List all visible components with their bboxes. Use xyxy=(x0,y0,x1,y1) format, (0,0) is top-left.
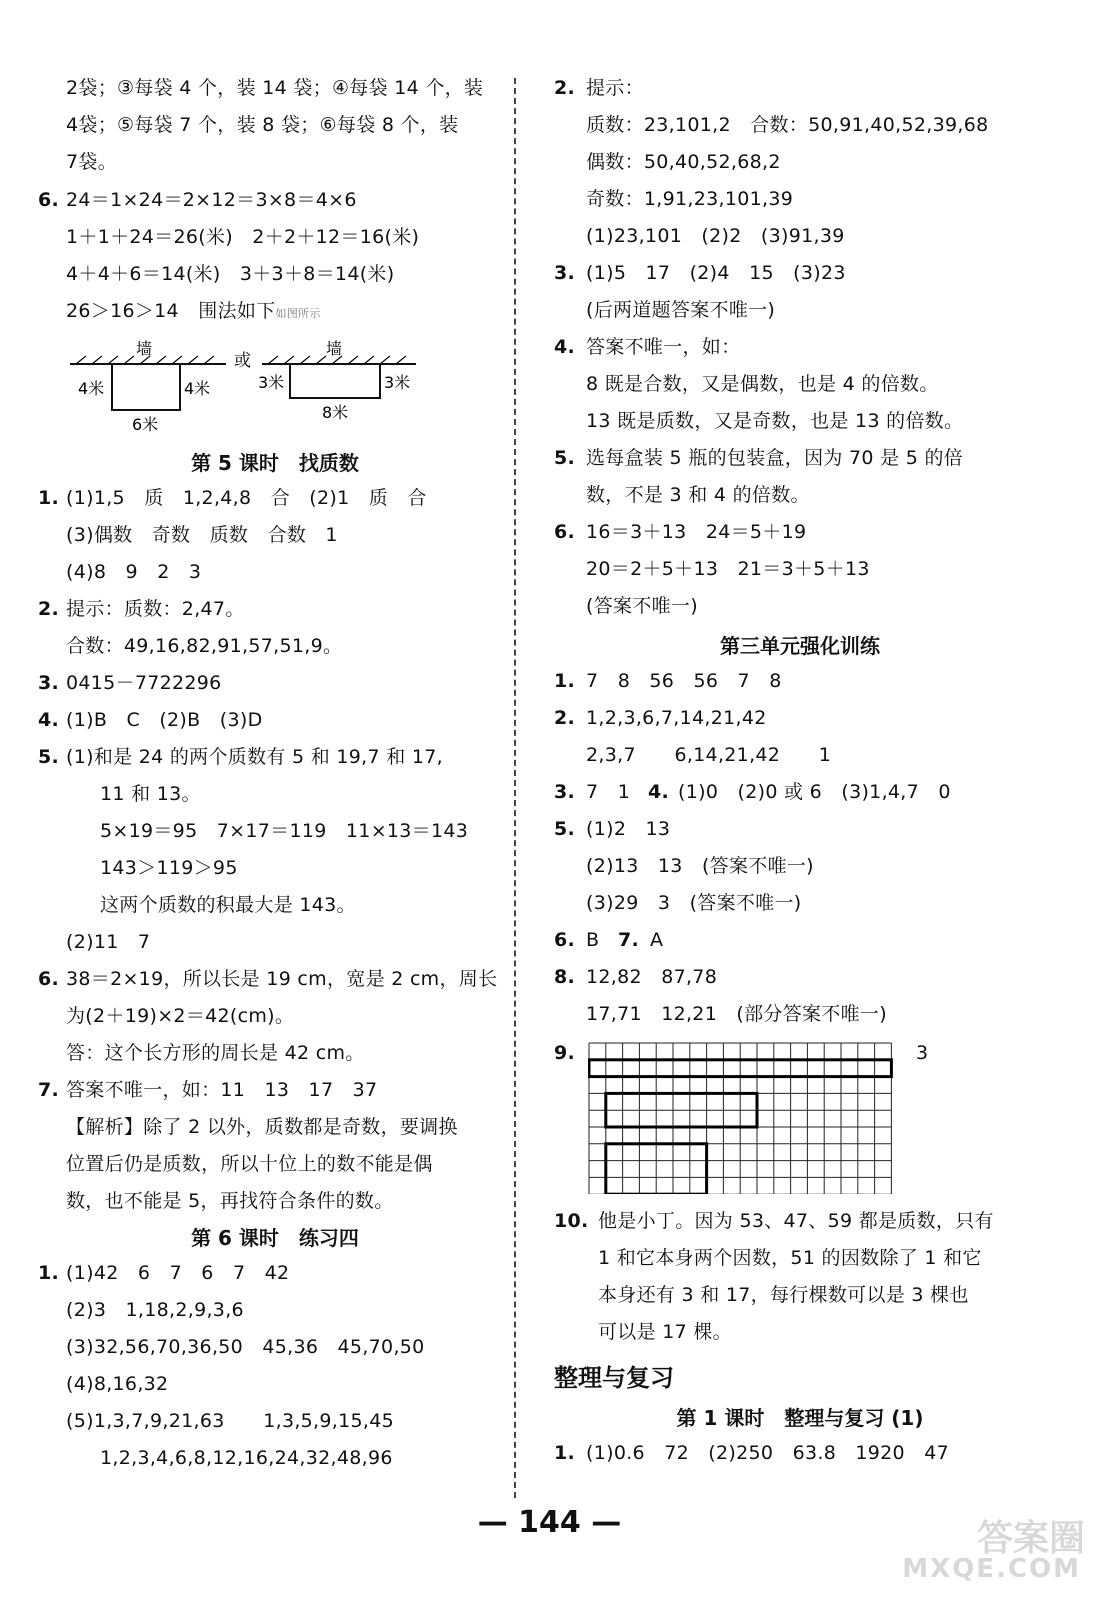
question-number: 5. xyxy=(38,746,60,768)
question-number: 2. xyxy=(554,77,576,99)
text-line: (4)8,16,32 xyxy=(66,1373,169,1395)
section-heading: 第 6 课时 练习四 xyxy=(191,1226,359,1250)
question-number: 6. xyxy=(554,521,576,543)
question-number: 3. xyxy=(554,262,576,284)
question-number: 2. xyxy=(38,598,60,620)
text-line: 3 xyxy=(916,1042,929,1064)
text-line: (5)1,3,7,9,21,63 1,3,5,9,15,45 xyxy=(66,1410,395,1432)
text-line: 答案不唯一，如： xyxy=(586,336,741,358)
text-line: 8 既是合数，又是偶数，也是 4 的倍数。 xyxy=(586,373,939,395)
text-line: (1)0.6 72 (2)250 63.8 1920 47 xyxy=(586,1442,950,1464)
text-line: 答案不唯一，如：11 13 17 37 xyxy=(66,1079,378,1101)
side-label: 8米 xyxy=(322,403,349,422)
fence-diagram xyxy=(66,336,426,436)
question-number: 10. xyxy=(554,1210,589,1232)
text-line: (2)13 13 (答案不唯一) xyxy=(586,855,814,877)
grid-diagram xyxy=(588,1042,898,1194)
text-line: 12,82 87,78 xyxy=(586,966,718,988)
text-line: (1)42 6 7 6 7 42 xyxy=(66,1262,290,1284)
section-heading: 第三单元强化训练 xyxy=(720,634,880,658)
text-line: 38＝2×19，所以长是 19 cm，宽是 2 cm，周长 xyxy=(66,968,498,990)
text-line: 选每盒装 5 瓶的包装盒，因为 70 是 5 的倍 xyxy=(586,447,964,469)
fence-rect-1 xyxy=(112,364,180,410)
text-line: (3)29 3 (答案不唯一) xyxy=(586,892,802,914)
text-fragment: 26＞16＞14 围法如下 xyxy=(66,300,276,322)
question-number: 2. xyxy=(554,707,576,729)
text-line: 数，也不能是 5，再找符合条件的数。 xyxy=(66,1190,394,1212)
side-label: 4米 xyxy=(78,379,105,398)
text-line: (1)2 13 xyxy=(586,818,671,840)
text-line: 答：这个长方形的周长是 42 cm。 xyxy=(66,1042,365,1064)
text-line: 1,2,3,6,7,14,21,42 xyxy=(586,707,767,729)
text-line: 本身还有 3 和 17，每行棵数可以是 3 棵也 xyxy=(598,1284,969,1306)
text-line: B xyxy=(586,929,600,951)
question-number: 1. xyxy=(554,1442,576,1464)
text-line: (答案不唯一) xyxy=(586,595,698,617)
text-line: 20＝2＋5＋13 21＝3＋5＋13 xyxy=(586,558,870,580)
question-number: 4. xyxy=(648,781,670,803)
text-line: 0415－7722296 xyxy=(66,672,222,694)
question-number: 5. xyxy=(554,447,576,469)
question-number: 1. xyxy=(38,1262,60,1284)
text-line: A xyxy=(650,929,664,951)
text-line: 2袋；③每袋 4 个，装 14 袋；④每袋 14 个，装 xyxy=(66,77,484,99)
fence-rect-2 xyxy=(290,364,380,398)
text-line: (1)1,5 质 1,2,4,8 合 (2)1 质 合 xyxy=(66,487,427,509)
question-number: 9. xyxy=(554,1042,576,1064)
question-number: 4. xyxy=(38,709,60,731)
text-line: 【解析】除了 2 以外，质数都是奇数，要调换 xyxy=(66,1116,458,1138)
text-line: 4袋；⑤每袋 7 个，装 8 袋；⑥每袋 8 个，装 xyxy=(66,114,459,136)
side-label: 3米 xyxy=(384,373,411,392)
text-line: 偶数：50,40,52,68,2 xyxy=(586,151,781,173)
text-line: 这两个质数的积最大是 143。 xyxy=(100,894,356,916)
text-line: 提示： xyxy=(586,77,644,99)
question-number: 8. xyxy=(554,966,576,988)
text-line: 2,3,7 6,14,21,42 1 xyxy=(586,744,832,766)
question-number: 1. xyxy=(554,670,576,692)
text-line: 7 8 56 56 7 8 xyxy=(586,670,782,692)
or-label: 或 xyxy=(234,351,251,371)
text-line: 1＋1＋24＝26(米) 2＋2＋12＝16(米) xyxy=(66,226,420,248)
text-line: (1)23,101 (2)2 (3)91,39 xyxy=(586,225,845,247)
text-line: (3)偶数 奇数 质数 合数 1 xyxy=(66,524,338,546)
text-line: 4＋4＋6＝14(米) 3＋3＋8＝14(米) xyxy=(66,263,395,285)
watermark-logo: 答案圈 xyxy=(976,1518,1085,1559)
section-heading: 第 1 课时 整理与复习 (1) xyxy=(676,1406,924,1430)
text-line: 17,71 12,21 (部分答案不唯一) xyxy=(586,1003,887,1025)
section-heading: 第 5 课时 找质数 xyxy=(191,451,359,475)
text-line: (1)B C (2)B (3)D xyxy=(66,709,263,731)
text-line: (2)11 7 xyxy=(66,931,151,953)
text-line: 11 和 13。 xyxy=(100,783,201,805)
side-label: 3米 xyxy=(258,373,285,392)
text-line: 1,2,3,4,6,8,12,16,24,32,48,96 xyxy=(100,1447,393,1469)
question-number: 6. xyxy=(554,929,576,951)
text-line: 他是小丁。因为 53、47、59 都是质数，只有 xyxy=(598,1210,994,1232)
text-line: 16＝3＋13 24＝5＋19 xyxy=(586,521,807,543)
text-line: 1 和它本身两个因数，51 的因数除了 1 和它 xyxy=(598,1247,982,1269)
text-line: (1)和是 24 的两个质数有 5 和 19,7 和 17, xyxy=(66,746,443,768)
text-line: 奇数：1,91,23,101,39 xyxy=(586,188,794,210)
text-line: (1)0 (2)0 或 6 (3)1,4,7 0 xyxy=(678,781,951,803)
text-line: 合数：49,16,82,91,57,51,9。 xyxy=(66,635,343,657)
question-number: 4. xyxy=(554,336,576,358)
text-line: (后两道题答案不唯一) xyxy=(586,299,776,321)
question-number: 6. xyxy=(38,968,60,990)
text-line: (4)8 9 2 3 xyxy=(66,561,202,583)
watermark-url: MXQE.COM xyxy=(902,1554,1081,1584)
text-line: 7 1 xyxy=(586,781,631,803)
text-line: (1)5 17 (2)4 15 (3)23 xyxy=(586,262,846,284)
question-number: 3. xyxy=(554,781,576,803)
text-line: (3)32,56,70,36,50 45,36 45,70,50 xyxy=(66,1336,425,1358)
chapter-heading: 整理与复习 xyxy=(554,1364,674,1392)
side-label: 6米 xyxy=(132,415,159,434)
text-line: (2)3 1,18,2,9,3,6 xyxy=(66,1299,244,1321)
question-number: 5. xyxy=(554,818,576,840)
text-line: 位置后仍是质数，所以十位上的数不能是偶 xyxy=(66,1153,433,1175)
page-number: — 144 — xyxy=(477,1505,622,1540)
wall-label: 墙 xyxy=(136,339,153,358)
text-line: 数，不是 3 和 4 的倍数。 xyxy=(586,484,810,506)
text-line: 7袋。 xyxy=(66,151,117,173)
question-number: 7. xyxy=(38,1079,60,1101)
side-label: 4米 xyxy=(184,379,211,398)
wall-label: 墙 xyxy=(326,339,343,358)
question-number: 7. xyxy=(618,929,640,951)
text-line: 提示：质数：2,47。 xyxy=(66,598,245,620)
text-line: 质数：23,101,2 合数：50,91,40,52,39,68 xyxy=(586,114,989,136)
text-line: 可以是 17 棵。 xyxy=(598,1321,732,1343)
faint-note: 如图所示 xyxy=(275,307,321,320)
text-line: 143＞119＞95 xyxy=(100,857,238,879)
text-line: 为(2＋19)×2＝42(cm)。 xyxy=(66,1005,295,1027)
question-number: 1. xyxy=(38,487,60,509)
column-divider xyxy=(514,78,516,1498)
question-number: 6. xyxy=(38,189,60,211)
text-line: 13 既是质数，又是奇数，也是 13 的倍数。 xyxy=(586,410,964,432)
text-line xyxy=(66,298,321,327)
text-line: 5×19＝95 7×17＝119 11×13＝143 xyxy=(100,820,469,842)
question-number: 3. xyxy=(38,672,60,694)
text-line: 24＝1×24＝2×12＝3×8＝4×6 xyxy=(66,189,357,211)
